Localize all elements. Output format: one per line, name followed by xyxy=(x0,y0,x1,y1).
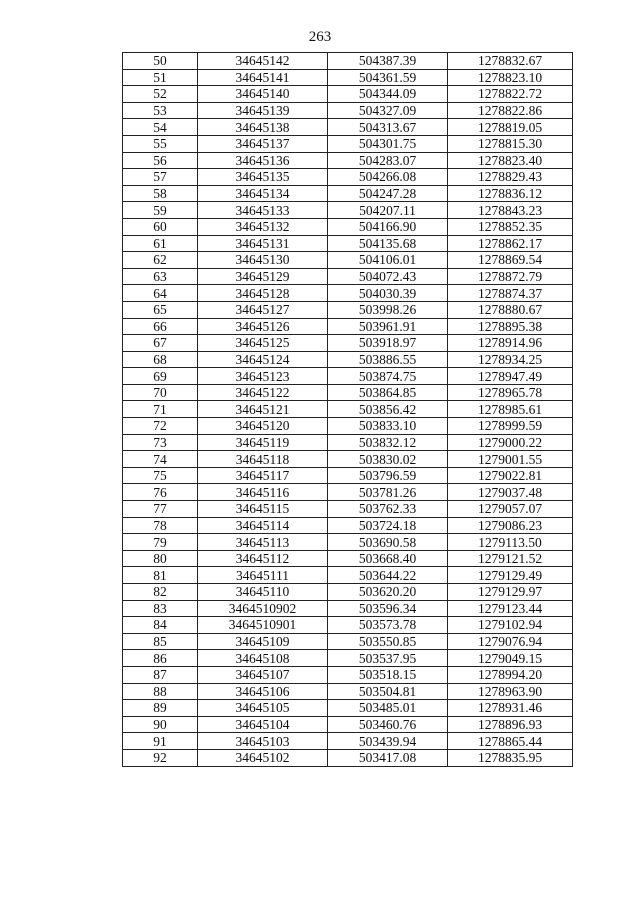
x-coordinate-cell: 503918.97 xyxy=(328,335,448,352)
x-coordinate-cell: 504072.43 xyxy=(328,268,448,285)
y-coordinate-cell: 1279129.97 xyxy=(448,584,573,601)
point-id-cell: 34645105 xyxy=(198,700,328,717)
y-coordinate-cell: 1279121.52 xyxy=(448,550,573,567)
row-index-cell: 65 xyxy=(123,301,198,318)
point-id-cell: 34645138 xyxy=(198,119,328,136)
coordinates-table-body xyxy=(123,53,573,767)
point-id-cell: 34645110 xyxy=(198,584,328,601)
row-index-cell: 71 xyxy=(123,401,198,418)
y-coordinate-cell: 1279076.94 xyxy=(448,633,573,650)
row-index-cell: 80 xyxy=(123,550,198,567)
table-row xyxy=(123,584,573,601)
x-coordinate-cell: 503485.01 xyxy=(328,700,448,717)
point-id-cell: 3464510901 xyxy=(198,617,328,634)
row-index-cell: 73 xyxy=(123,434,198,451)
x-coordinate-cell: 503620.20 xyxy=(328,584,448,601)
table-row xyxy=(123,351,573,368)
table-row xyxy=(123,451,573,468)
row-index-cell: 63 xyxy=(123,268,198,285)
x-coordinate-cell: 503864.85 xyxy=(328,384,448,401)
y-coordinate-cell: 1278823.40 xyxy=(448,152,573,169)
x-coordinate-cell: 504313.67 xyxy=(328,119,448,136)
row-index-cell: 88 xyxy=(123,683,198,700)
row-index-cell: 85 xyxy=(123,633,198,650)
x-coordinate-cell: 504247.28 xyxy=(328,185,448,202)
point-id-cell: 34645137 xyxy=(198,135,328,152)
table-row xyxy=(123,69,573,86)
point-id-cell: 34645133 xyxy=(198,202,328,219)
row-index-cell: 90 xyxy=(123,716,198,733)
table-row xyxy=(123,285,573,302)
table-row xyxy=(123,169,573,186)
row-index-cell: 50 xyxy=(123,53,198,70)
x-coordinate-cell: 503537.95 xyxy=(328,650,448,667)
table-row xyxy=(123,683,573,700)
row-index-cell: 83 xyxy=(123,600,198,617)
row-index-cell: 77 xyxy=(123,501,198,518)
table-row xyxy=(123,550,573,567)
y-coordinate-cell: 1278963.90 xyxy=(448,683,573,700)
y-coordinate-cell: 1278947.49 xyxy=(448,368,573,385)
y-coordinate-cell: 1278819.05 xyxy=(448,119,573,136)
y-coordinate-cell: 1278985.61 xyxy=(448,401,573,418)
row-index-cell: 60 xyxy=(123,218,198,235)
point-id-cell: 34645139 xyxy=(198,102,328,119)
y-coordinate-cell: 1278994.20 xyxy=(448,666,573,683)
point-id-cell: 34645134 xyxy=(198,185,328,202)
x-coordinate-cell: 503833.10 xyxy=(328,418,448,435)
table-row xyxy=(123,700,573,717)
x-coordinate-cell: 503724.18 xyxy=(328,517,448,534)
y-coordinate-cell: 1279000.22 xyxy=(448,434,573,451)
x-coordinate-cell: 503518.15 xyxy=(328,666,448,683)
table-row xyxy=(123,301,573,318)
point-id-cell: 34645121 xyxy=(198,401,328,418)
point-id-cell: 34645125 xyxy=(198,335,328,352)
row-index-cell: 87 xyxy=(123,666,198,683)
row-index-cell: 70 xyxy=(123,384,198,401)
x-coordinate-cell: 503781.26 xyxy=(328,484,448,501)
x-coordinate-cell: 503832.12 xyxy=(328,434,448,451)
x-coordinate-cell: 504283.07 xyxy=(328,152,448,169)
point-id-cell: 34645135 xyxy=(198,169,328,186)
y-coordinate-cell: 1278874.37 xyxy=(448,285,573,302)
x-coordinate-cell: 503830.02 xyxy=(328,451,448,468)
table-row xyxy=(123,152,573,169)
table-row xyxy=(123,467,573,484)
x-coordinate-cell: 503460.76 xyxy=(328,716,448,733)
y-coordinate-cell: 1279057.07 xyxy=(448,501,573,518)
table-row xyxy=(123,102,573,119)
y-coordinate-cell: 1279123.44 xyxy=(448,600,573,617)
table-row xyxy=(123,53,573,70)
table-row xyxy=(123,202,573,219)
y-coordinate-cell: 1278934.25 xyxy=(448,351,573,368)
point-id-cell: 34645142 xyxy=(198,53,328,70)
x-coordinate-cell: 503668.40 xyxy=(328,550,448,567)
table-row xyxy=(123,318,573,335)
y-coordinate-cell: 1279129.49 xyxy=(448,567,573,584)
x-coordinate-cell: 504387.39 xyxy=(328,53,448,70)
row-index-cell: 92 xyxy=(123,749,198,766)
row-index-cell: 56 xyxy=(123,152,198,169)
point-id-cell: 34645116 xyxy=(198,484,328,501)
point-id-cell: 34645129 xyxy=(198,268,328,285)
y-coordinate-cell: 1278829.43 xyxy=(448,169,573,186)
table-row xyxy=(123,567,573,584)
y-coordinate-cell: 1278880.67 xyxy=(448,301,573,318)
row-index-cell: 72 xyxy=(123,418,198,435)
table-row xyxy=(123,633,573,650)
row-index-cell: 61 xyxy=(123,235,198,252)
x-coordinate-cell: 503762.33 xyxy=(328,501,448,518)
y-coordinate-cell: 1278822.72 xyxy=(448,86,573,103)
point-id-cell: 34645123 xyxy=(198,368,328,385)
table-row xyxy=(123,135,573,152)
table-row xyxy=(123,384,573,401)
y-coordinate-cell: 1278836.12 xyxy=(448,185,573,202)
row-index-cell: 74 xyxy=(123,451,198,468)
table-row xyxy=(123,716,573,733)
y-coordinate-cell: 1278862.17 xyxy=(448,235,573,252)
point-id-cell: 34645111 xyxy=(198,567,328,584)
y-coordinate-cell: 1279102.94 xyxy=(448,617,573,634)
y-coordinate-cell: 1278914.96 xyxy=(448,335,573,352)
x-coordinate-cell: 504030.39 xyxy=(328,285,448,302)
point-id-cell: 34645109 xyxy=(198,633,328,650)
y-coordinate-cell: 1279113.50 xyxy=(448,534,573,551)
point-id-cell: 34645108 xyxy=(198,650,328,667)
point-id-cell: 34645124 xyxy=(198,351,328,368)
table-row xyxy=(123,749,573,766)
point-id-cell: 34645103 xyxy=(198,733,328,750)
row-index-cell: 62 xyxy=(123,252,198,269)
y-coordinate-cell: 1278852.35 xyxy=(448,218,573,235)
x-coordinate-cell: 503886.55 xyxy=(328,351,448,368)
point-id-cell: 34645127 xyxy=(198,301,328,318)
table-row xyxy=(123,666,573,683)
point-id-cell: 34645106 xyxy=(198,683,328,700)
point-id-cell: 34645128 xyxy=(198,285,328,302)
table-row xyxy=(123,335,573,352)
point-id-cell: 34645132 xyxy=(198,218,328,235)
coordinates-table xyxy=(122,52,573,767)
point-id-cell: 34645126 xyxy=(198,318,328,335)
row-index-cell: 76 xyxy=(123,484,198,501)
x-coordinate-cell: 503504.81 xyxy=(328,683,448,700)
row-index-cell: 55 xyxy=(123,135,198,152)
table-row xyxy=(123,235,573,252)
y-coordinate-cell: 1278823.10 xyxy=(448,69,573,86)
x-coordinate-cell: 504361.59 xyxy=(328,69,448,86)
row-index-cell: 54 xyxy=(123,119,198,136)
y-coordinate-cell: 1278822.86 xyxy=(448,102,573,119)
row-index-cell: 89 xyxy=(123,700,198,717)
x-coordinate-cell: 504166.90 xyxy=(328,218,448,235)
table-row xyxy=(123,484,573,501)
table-row xyxy=(123,501,573,518)
point-id-cell: 34645119 xyxy=(198,434,328,451)
row-index-cell: 78 xyxy=(123,517,198,534)
point-id-cell: 34645120 xyxy=(198,418,328,435)
row-index-cell: 84 xyxy=(123,617,198,634)
x-coordinate-cell: 504327.09 xyxy=(328,102,448,119)
point-id-cell: 3464510902 xyxy=(198,600,328,617)
table-row xyxy=(123,86,573,103)
row-index-cell: 58 xyxy=(123,185,198,202)
row-index-cell: 52 xyxy=(123,86,198,103)
row-index-cell: 79 xyxy=(123,534,198,551)
x-coordinate-cell: 504266.08 xyxy=(328,169,448,186)
y-coordinate-cell: 1278869.54 xyxy=(448,252,573,269)
row-index-cell: 64 xyxy=(123,285,198,302)
row-index-cell: 67 xyxy=(123,335,198,352)
x-coordinate-cell: 503690.58 xyxy=(328,534,448,551)
y-coordinate-cell: 1278965.78 xyxy=(448,384,573,401)
row-index-cell: 51 xyxy=(123,69,198,86)
row-index-cell: 81 xyxy=(123,567,198,584)
row-index-cell: 75 xyxy=(123,467,198,484)
table-row xyxy=(123,733,573,750)
point-id-cell: 34645113 xyxy=(198,534,328,551)
table-row xyxy=(123,401,573,418)
table-row xyxy=(123,534,573,551)
y-coordinate-cell: 1278843.23 xyxy=(448,202,573,219)
point-id-cell: 34645102 xyxy=(198,749,328,766)
y-coordinate-cell: 1278865.44 xyxy=(448,733,573,750)
point-id-cell: 34645131 xyxy=(198,235,328,252)
y-coordinate-cell: 1278895.38 xyxy=(448,318,573,335)
x-coordinate-cell: 504207.11 xyxy=(328,202,448,219)
y-coordinate-cell: 1278999.59 xyxy=(448,418,573,435)
row-index-cell: 86 xyxy=(123,650,198,667)
row-index-cell: 69 xyxy=(123,368,198,385)
y-coordinate-cell: 1278835.95 xyxy=(448,749,573,766)
row-index-cell: 82 xyxy=(123,584,198,601)
table-row xyxy=(123,650,573,667)
y-coordinate-cell: 1279086.23 xyxy=(448,517,573,534)
point-id-cell: 34645140 xyxy=(198,86,328,103)
point-id-cell: 34645115 xyxy=(198,501,328,518)
point-id-cell: 34645130 xyxy=(198,252,328,269)
y-coordinate-cell: 1279022.81 xyxy=(448,467,573,484)
point-id-cell: 34645114 xyxy=(198,517,328,534)
x-coordinate-cell: 503856.42 xyxy=(328,401,448,418)
y-coordinate-cell: 1279037.48 xyxy=(448,484,573,501)
point-id-cell: 34645104 xyxy=(198,716,328,733)
x-coordinate-cell: 503417.08 xyxy=(328,749,448,766)
table-row xyxy=(123,185,573,202)
x-coordinate-cell: 503439.94 xyxy=(328,733,448,750)
y-coordinate-cell: 1278832.67 xyxy=(448,53,573,70)
table-row xyxy=(123,617,573,634)
point-id-cell: 34645141 xyxy=(198,69,328,86)
row-index-cell: 59 xyxy=(123,202,198,219)
row-index-cell: 57 xyxy=(123,169,198,186)
x-coordinate-cell: 503596.34 xyxy=(328,600,448,617)
x-coordinate-cell: 503874.75 xyxy=(328,368,448,385)
x-coordinate-cell: 504135.68 xyxy=(328,235,448,252)
x-coordinate-cell: 503998.26 xyxy=(328,301,448,318)
point-id-cell: 34645117 xyxy=(198,467,328,484)
y-coordinate-cell: 1279001.55 xyxy=(448,451,573,468)
point-id-cell: 34645107 xyxy=(198,666,328,683)
point-id-cell: 34645118 xyxy=(198,451,328,468)
x-coordinate-cell: 503550.85 xyxy=(328,633,448,650)
page-number: 263 xyxy=(308,29,332,45)
table-row xyxy=(123,268,573,285)
point-id-cell: 34645136 xyxy=(198,152,328,169)
table-row xyxy=(123,418,573,435)
x-coordinate-cell: 503644.22 xyxy=(328,567,448,584)
table-row xyxy=(123,434,573,451)
point-id-cell: 34645112 xyxy=(198,550,328,567)
row-index-cell: 91 xyxy=(123,733,198,750)
table-row xyxy=(123,368,573,385)
row-index-cell: 66 xyxy=(123,318,198,335)
point-id-cell: 34645122 xyxy=(198,384,328,401)
y-coordinate-cell: 1279049.15 xyxy=(448,650,573,667)
table-row xyxy=(123,600,573,617)
y-coordinate-cell: 1278896.93 xyxy=(448,716,573,733)
y-coordinate-cell: 1278931.46 xyxy=(448,700,573,717)
x-coordinate-cell: 503961.91 xyxy=(328,318,448,335)
y-coordinate-cell: 1278872.79 xyxy=(448,268,573,285)
table-row xyxy=(123,218,573,235)
row-index-cell: 53 xyxy=(123,102,198,119)
table-row xyxy=(123,252,573,269)
x-coordinate-cell: 504344.09 xyxy=(328,86,448,103)
x-coordinate-cell: 503573.78 xyxy=(328,617,448,634)
table-row xyxy=(123,517,573,534)
table-row xyxy=(123,119,573,136)
row-index-cell: 68 xyxy=(123,351,198,368)
x-coordinate-cell: 504301.75 xyxy=(328,135,448,152)
x-coordinate-cell: 504106.01 xyxy=(328,252,448,269)
y-coordinate-cell: 1278815.30 xyxy=(448,135,573,152)
x-coordinate-cell: 503796.59 xyxy=(328,467,448,484)
